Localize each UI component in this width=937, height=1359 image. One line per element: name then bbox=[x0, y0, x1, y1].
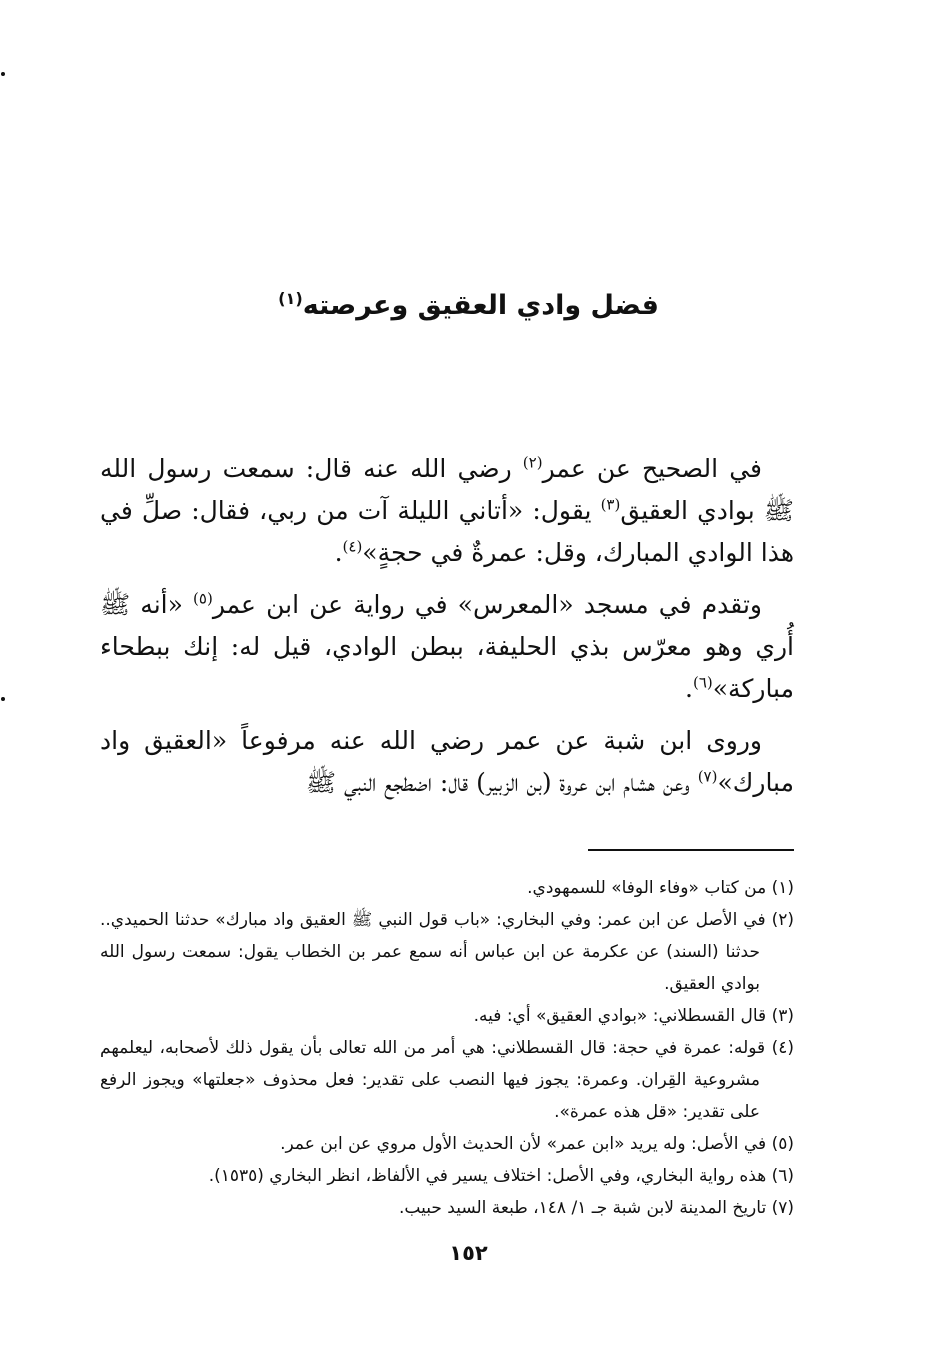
main-text bbox=[100, 448, 794, 814]
paragraph bbox=[100, 584, 794, 710]
footnote-ref: (٤) bbox=[342, 537, 363, 556]
scan-artifact-dot bbox=[1, 697, 5, 701]
paragraph-text: وروى ابن شبة عن عمر رضي الله عنه مرفوعاً «العقيق واد مبارك» bbox=[100, 726, 794, 797]
footnote: (٥) في الأصل: وله يريد «ابن عمر» لأن الحديث الأول مروي عن ابن عمر. bbox=[280, 1134, 794, 1154]
chapter-title-text: فضل وادي العقيق وعرصته bbox=[302, 290, 659, 322]
paragraph bbox=[100, 448, 794, 574]
paragraph-text: وتقدم في مسجد «المعرس» في رواية عن ابن عمر bbox=[212, 590, 762, 619]
footnote-ref: (٢) bbox=[522, 453, 543, 472]
footnote-ref: (٦) bbox=[692, 673, 713, 692]
paragraph-text: في الصحيح عن عمر bbox=[542, 454, 762, 483]
footnote-ref: (٥) bbox=[193, 589, 213, 608]
footnotes bbox=[100, 872, 794, 1224]
paragraph-text: . bbox=[685, 674, 693, 703]
footnote-ref: (٧) bbox=[697, 767, 718, 786]
footnote-separator bbox=[588, 849, 794, 851]
page-number: ١٥٢ bbox=[449, 1241, 488, 1265]
paragraph-text: يقول: «أتاني الليلة آت من ربي، فقال: صلِّ في هذا الوادي المبارك، وقل: عمرةٌ في حجةٍ» bbox=[100, 496, 794, 567]
scan-artifact-dot bbox=[1, 72, 5, 76]
footnote: (٦) هذه رواية البخاري، وفي الأصل: اختلاف يسير في الألفاظ، انظر البخاري (١٥٣٥). bbox=[208, 1166, 794, 1186]
footnote: (٤) قوله: عمرة في حجة: قال القسطلاني: هي أمر من الله تعالى بأن يقول ذلك لأصحابه، ليعلمهم مشروعية القِران. وعمرة: يجوز فيها النصب على تقدير: فعل محذوف «جعلتها» ويجوز الرفع على تقدير: «قل هذه عمرة». bbox=[100, 1038, 794, 1122]
footnote-ref: (٣) bbox=[600, 495, 621, 514]
chapter-title bbox=[140, 286, 797, 326]
footnote: (٧) تاريخ المدينة لابن شبة جـ ١/ ١٤٨، طبعة السيد حبيب. bbox=[399, 1198, 794, 1218]
footnote: (٢) في الأصل عن ابن عمر: وفي البخاري: «باب قول النبي ﷺ العقيق واد مبارك» حدثنا الحميدي.. حدثنا (السند) عن عكرمة عن ابن عباس أنه سمع عمر بن الخطاب يقول: سمعت رسول الله بوادي العقيق. bbox=[100, 910, 794, 994]
paragraph-text: . bbox=[334, 538, 343, 567]
paragraph bbox=[100, 720, 794, 804]
footnote-ref: (١) bbox=[278, 289, 303, 309]
footnote: (٣) قال القسطلاني: «بوادي العقيق» أي: فيه. bbox=[473, 1006, 794, 1026]
footnote: (١) من كتاب «وفاء الوفا» للسمهودي. bbox=[527, 878, 794, 898]
paragraph-text: وعن هشام ابن عروة (بن الزبير) قال: اضطجع النبي ﷺ bbox=[305, 768, 698, 797]
paragraph-text: رضي الله عنه قال: سمعت رسول الله ﷺ بوادي العقيق bbox=[100, 454, 794, 525]
paragraph-text: «أنه ﷺ أُري وهو معرّس بذي الحليفة، ببطن الوادي، قيل له: إنك ببطحاء مباركة» bbox=[100, 590, 794, 703]
